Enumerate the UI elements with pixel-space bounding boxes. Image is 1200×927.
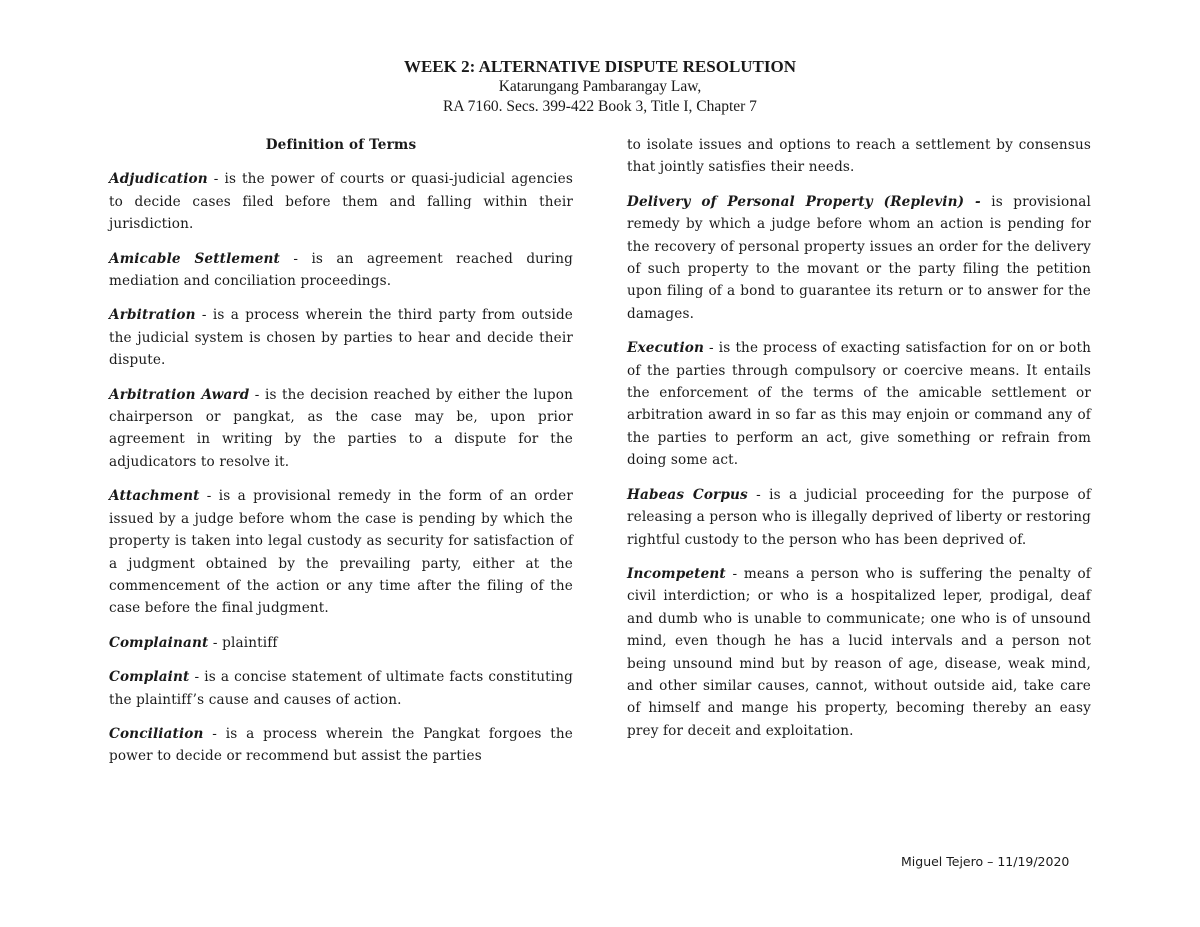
term: Execution [627, 340, 705, 357]
document-title: WEEK 2: ALTERNATIVE DISPUTE RESOLUTION [403, 57, 797, 76]
author-date-footer: Miguel Tejero – 11/19/2020 [901, 854, 1070, 869]
right-column [627, 134, 1091, 754]
definition-entry [627, 191, 1091, 325]
definition: is provisional remedy by which a judge before whom an action is pending for the recovery of personal property issues an order for the delivery of such property to the movant or the party filing the petition upon filing of a bond to guarantee its return or to answer for the damages. [627, 193, 1091, 322]
term: Complaint [109, 669, 190, 686]
legal-reference: RA 7160. Secs. 399-422 Book 3, Title I, Chapter 7 [443, 98, 757, 115]
definition-entry [109, 666, 573, 711]
definition-entry [109, 384, 573, 474]
document-header [0, 56, 1200, 117]
definition-entry [627, 563, 1091, 742]
term: Incompetent [627, 565, 726, 582]
definition-entry [109, 248, 573, 293]
definition-entry [109, 632, 573, 654]
definition: - is a concise statement of ultimate facts constituting the plaintiff’s cause and causes of action. [109, 669, 573, 708]
definition-entry [627, 484, 1091, 551]
definition-entry [109, 723, 573, 768]
definition-entry [109, 168, 573, 235]
definition-entry [627, 337, 1091, 471]
definition: - is a process wherein the third party from outside the judicial system is chosen by parties to hear and decide their dispute. [109, 307, 573, 369]
definition: - is a provisional remedy in the form of an order issued by a judge before whom the case is pending by which the property is taken into legal custody as security for satisfaction of a judgment obtained by the prevailing party, either at the commencement of the action or any time after the filing of the case before the final judgment. [109, 488, 573, 617]
term: Attachment [109, 488, 200, 505]
term: Conciliation [109, 725, 204, 742]
term: Delivery of Personal Property (Replevin) - [627, 193, 981, 210]
definition: - plaintiff [208, 634, 278, 651]
definition: - is the process of exacting satisfaction for on or both of the parties through compulsory or coercive means. It entails the enforcement of the terms of the amicable settlement or arbitration award in so far as this may enjoin or command any of the parties to perform an act, give something or refrain from doing some act. [627, 340, 1091, 469]
definition-continuation: to isolate issues and options to reach a settlement by consensus that jointly satisfies their needs. [627, 137, 1091, 176]
definition-entry [109, 304, 573, 371]
term: Habeas Corpus [627, 486, 748, 503]
definition: - is an agreement reached during mediation and conciliation proceedings. [109, 250, 573, 290]
section-title: Definition of Terms [265, 137, 417, 153]
term: Amicable Settlement [109, 250, 280, 267]
term: Complainant [109, 634, 209, 651]
definition: - means a person who is suffering the penalty of civil interdiction; or who is a hospitalized leper, prodigal, deaf and dumb who is unable to communicate; one who is of unsound mind, even though he has a lucid intervals and a person not being unsound mind but by reason of age, disease, weak mind, and other similar causes, cannot, without outside aid, take care of himself and mange his property, becoming thereby an easy prey for deceit and exploitation. [627, 565, 1091, 739]
term: Arbitration [109, 307, 196, 324]
left-column [109, 134, 573, 780]
definition: - is a judicial proceeding for the purpose of releasing a person who is illegally deprived of liberty or restoring rightful custody to the person who has been deprived of. [627, 486, 1092, 548]
term: Adjudication [109, 171, 208, 188]
definition: - is the power of courts or quasi-judicial agencies to decide cases filed before them and falling within their jurisdiction. [109, 171, 573, 233]
term: Arbitration Award [109, 386, 250, 403]
definition-entry [109, 485, 573, 619]
definition: - is the decision reached by either the lupon chairperson or pangkat, as the case may be, upon prior agreement in writing by the parties to a dispute for the adjudicators to resolve it. [109, 386, 573, 470]
document-subtitle: Katarungang Pambarangay Law, [498, 78, 702, 95]
definition: - is a process wherein the Pangkat forgoes the power to decide or recommend but assist the parties [109, 725, 573, 765]
